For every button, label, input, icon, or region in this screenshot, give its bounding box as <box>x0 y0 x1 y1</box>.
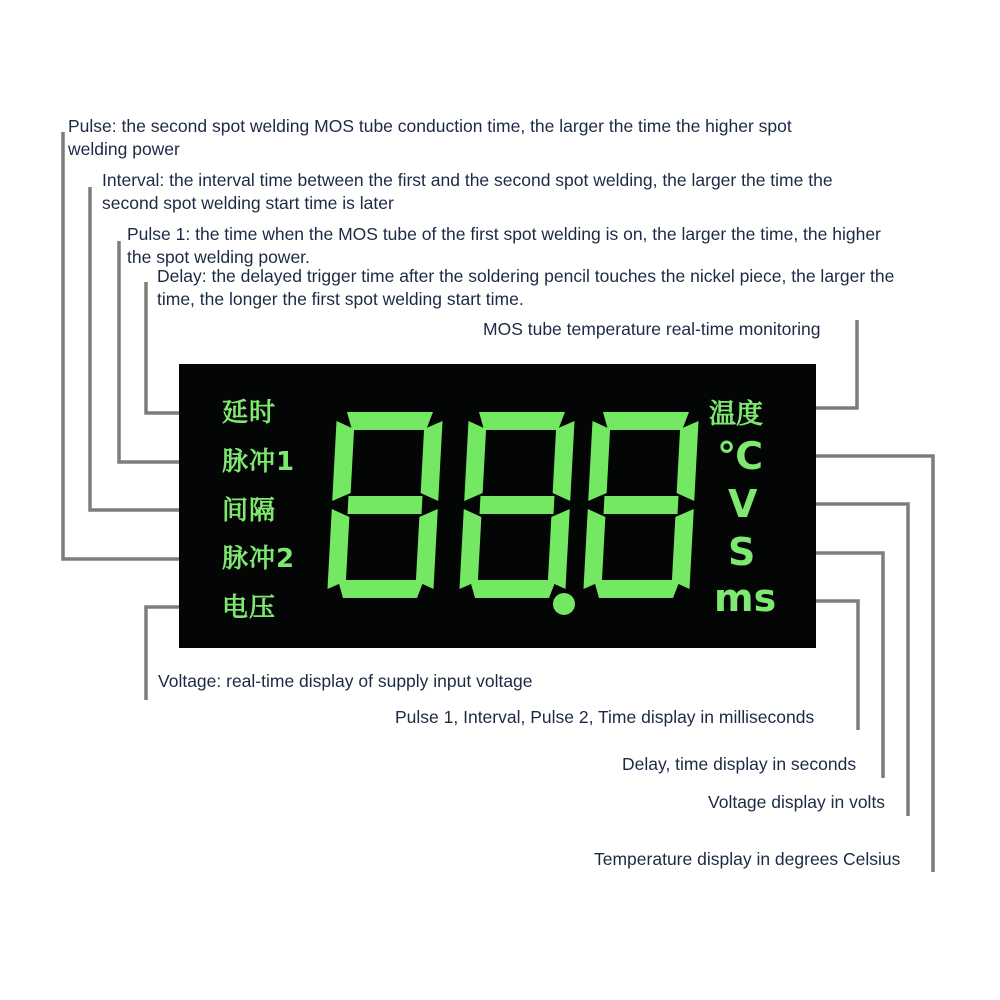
label-pulse2: 脉冲2 <box>222 544 296 574</box>
segment-f <box>464 421 486 501</box>
pulse2-note: Pulse: the second spot welding MOS tube conduction time, the larger the time the higher spot welding power <box>68 116 792 159</box>
segment-e <box>459 509 481 589</box>
segment-c <box>672 509 694 589</box>
label-delay: 延时 <box>222 398 277 428</box>
segment-b <box>421 421 443 501</box>
segment-g <box>348 496 423 514</box>
digit-2 <box>459 412 574 598</box>
segment-b <box>677 421 699 501</box>
delay-note: Delay: the delayed trigger time after the soldering pencil touches the nickel piece, the larger the time, the longer the first spot welding start time. <box>157 266 895 309</box>
milliseconds-unit: ms <box>714 576 777 620</box>
seconds-note: Delay, time display in seconds <box>622 754 857 774</box>
seconds-unit: S <box>728 530 756 574</box>
segment-a <box>479 412 565 430</box>
milliseconds-note: Pulse 1, Interval, Pulse 2, Time display in milliseconds <box>395 707 815 727</box>
lcd-display-panel <box>179 364 816 648</box>
voltage-note: Voltage: real-time display of supply input voltage <box>158 671 533 691</box>
segment-e <box>327 509 349 589</box>
celsius-note: Temperature display in degrees Celsius <box>594 849 901 869</box>
segment-b <box>553 421 575 501</box>
segment-f <box>332 421 354 501</box>
segment-a <box>603 412 689 430</box>
segment-a <box>347 412 433 430</box>
label-temperature: 温度 <box>709 399 763 430</box>
label-interval: 间隔 <box>222 496 277 526</box>
segment-e <box>583 509 605 589</box>
segment-d <box>594 580 680 598</box>
volts-unit: V <box>728 482 758 526</box>
segment-d <box>338 580 424 598</box>
segment-c <box>548 509 570 589</box>
temperature-note: MOS tube temperature real-time monitoring <box>483 319 821 339</box>
segment-c <box>416 509 438 589</box>
label-voltage: 电压 <box>222 593 277 623</box>
segment-g <box>604 496 679 514</box>
celsius-unit: ℃ <box>717 434 764 478</box>
interval-note: Interval: the interval time between the first and the second spot welding, the larger the time the second spot welding start time is later <box>102 170 833 213</box>
pulse1-note: Pulse 1: the time when the MOS tube of the first spot welding is on, the larger the time, the higher the spot welding power. <box>127 224 881 267</box>
segment-f <box>588 421 610 501</box>
segment-g <box>480 496 555 514</box>
decimal-point <box>553 593 575 615</box>
digit-3 <box>583 412 698 598</box>
digit-1 <box>327 412 442 598</box>
volts-note: Voltage display in volts <box>708 792 886 812</box>
label-pulse1: 脉冲1 <box>222 447 296 477</box>
segment-d <box>470 580 556 598</box>
